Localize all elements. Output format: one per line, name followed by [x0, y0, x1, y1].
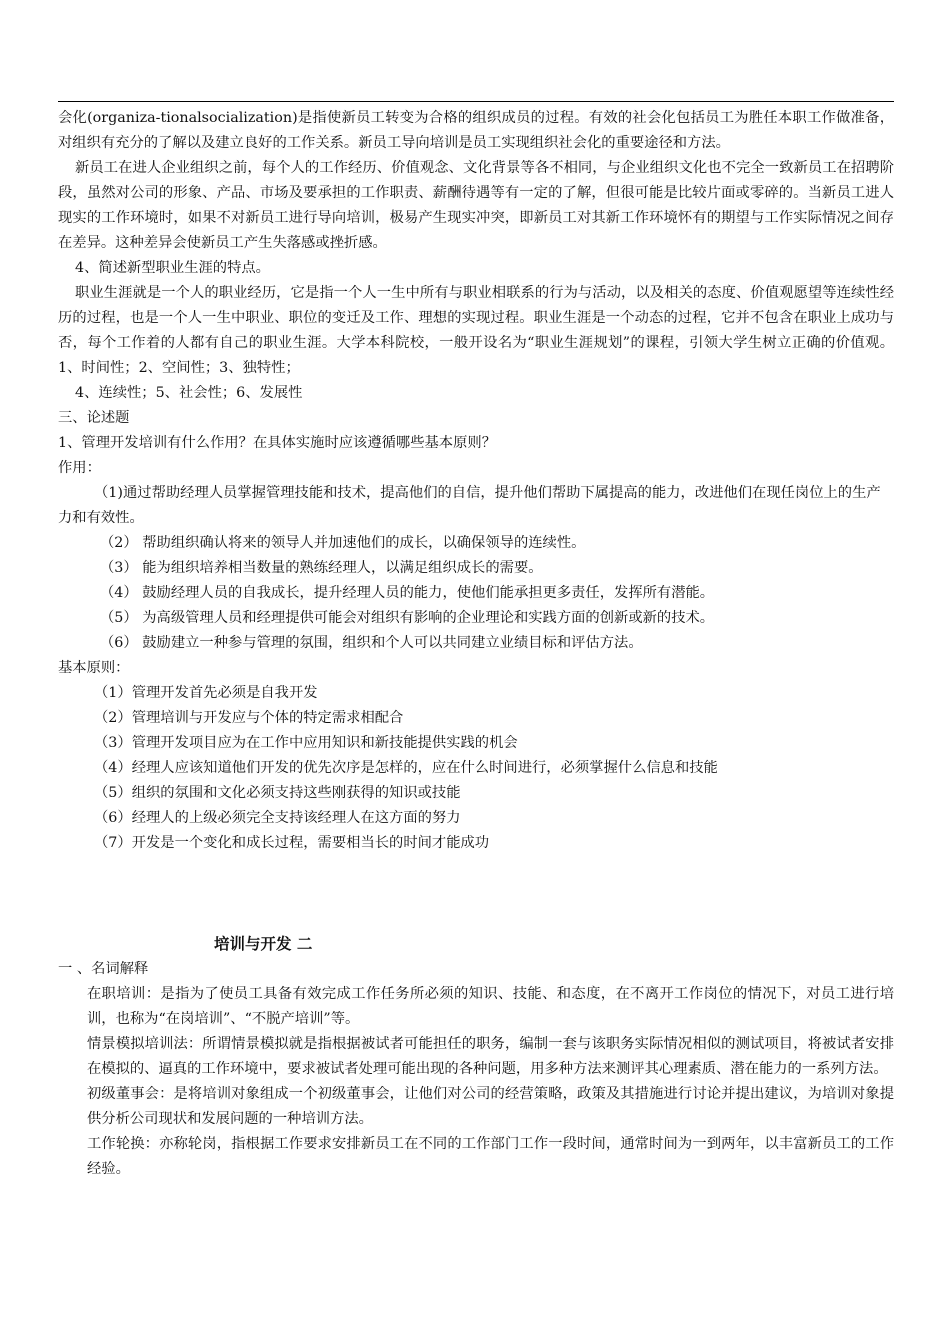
effect-item: （4） 鼓励经理人员的自我成长，提升经理人员的能力，使他们能承担更多责任，发挥所有潜能。	[100, 585, 715, 601]
effects-label: 作用：	[58, 460, 101, 476]
section-3-heading: 三、论述题	[58, 410, 130, 426]
principle-item: （6）经理人的上级必须完全支持该经理人在这方面的努力	[94, 810, 461, 826]
principle-item: （1）管理开发首先必须是自我开发	[94, 685, 318, 701]
effect-item: （1)通过帮助经理人员掌握管理技能和技术，提高他们的自信，提升他们帮助下属提高的能力，改进他们在现任岗位上的生产力和有效性。	[58, 485, 881, 526]
section-spacer	[58, 856, 894, 932]
paragraph-career-continued: 4、连续性；5、社会性；6、发展性	[75, 385, 303, 401]
section-1-heading: 一 、名词解释	[58, 961, 149, 977]
effect-item: （2） 帮助组织确认将来的领导人并加速他们的成长，以确保领导的连续性。	[100, 535, 586, 551]
principle-item: （5）组织的氛围和文化必须支持这些刚获得的知识或技能	[94, 785, 461, 801]
principle-item: （7）开发是一个变化和成长过程，需要相当长的时间才能成功	[94, 835, 490, 851]
definition-item: 工作轮换：亦称轮岗，指根据工作要求安排新员工在不同的工作部门工作一段时间，通常时间为一到两年，以丰富新员工的工作经验。	[87, 1136, 894, 1177]
effect-item: （3） 能为组织培养相当数量的熟练经理人，以满足组织成长的需要。	[100, 560, 543, 576]
paragraph-new-employee: 新员工在进人企业组织之前，每个人的工作经历、价值观念、文化背景等各不相同，与企业组织文化也不完全一致新员工在招聘阶段，虽然对公司的形象、产品、市场及要承担的工作职责、薪酬待遇等有一定的了解，但很可能是比较片面或零碎的。当新员工进人现实的工作环境时，如果不对新员工进行导向培训，极易产生现实冲突，即新员工对其新工作环境怀有的期望与工作实际情况之间存在差异。这种差异会使新员工产生失落感或挫折感。	[58, 160, 894, 251]
definition-item: 初级董事会：是将培训对象组成一个初级董事会，让他们对公司的经营策略，政策及其措施进行讨论并提出建议，为培训对象提供分析公司现状和发展问题的一种培训方法。	[87, 1086, 894, 1127]
principles-label: 基本原则：	[58, 660, 130, 676]
effect-item: （6） 鼓励建立一种参与管理的氛围，组织和个人可以共同建立业绩目标和评估方法。	[100, 635, 643, 651]
principle-item: （3）管理开发项目应为在工作中应用知识和新技能提供实践的机会	[94, 735, 518, 751]
definition-item: 在职培训：是指为了使员工具备有效完成工作任务所必须的知识、技能、和态度，在不离开工作岗位的情况下，对员工进行培训，也称为“在岗培训”、“不脱产培训”等。	[87, 986, 894, 1027]
question-1-heading: 1、管理开发培训有什么作用？在具体实施时应该遵循哪些基本原则？	[58, 435, 496, 451]
definition-item: 情景模拟培训法：所谓情景模拟就是指根据被试者可能担任的职务，编制一套与该职务实际情况相似的测试项目，将被试者安排在模拟的、逼真的工作环境中，要求被试者处理可能出现的各种问题，用多种方法来测评其心理素质、潜在能力的一系列方法。	[87, 1036, 894, 1077]
question-4-heading: 4、简述新型职业生涯的特点。	[75, 260, 270, 276]
header-rule	[58, 101, 894, 102]
paragraph-socialization: 会化(organiza-tionalsocialization)是指使新员工转变为合格的组织成员的过程。有效的社会化包括员工为胜任本职工作做准备，对组织有充分的了解以及建立良好的工作关系。新员工导向培训是员工实现组织社会化的重要途径和方法。	[58, 110, 894, 151]
effect-item: （5） 为高级管理人员和经理提供可能会对组织有影响的企业理论和实践方面的创新或新的技术。	[100, 610, 715, 626]
document-body	[58, 106, 894, 1182]
paragraph-career: 职业生涯就是一个人的职业经历，它是指一个人一生中所有与职业相联系的行为与活动，以及相关的态度、价值观愿望等连续性经历的过程，也是一个人一生中职业、职位的变迁及工作、理想的实现过程。职业生涯是一个动态的过程，它并不包含在职业上成功与否，每个工作着的人都有自己的职业生涯。大学本科院校，一般开设名为“职业生涯规划”的课程，引领大学生树立正确的价值观。1、时间性；2、空间性；3、独特性；	[58, 285, 894, 376]
principle-item: （4）经理人应该知道他们开发的优先次序是怎样的，应在什么时间进行，必须掌握什么信息和技能	[94, 760, 718, 776]
principle-item: （2）管理培训与开发应与个体的特定需求相配合	[94, 710, 404, 726]
part-2-title: 培训与开发 二	[214, 935, 313, 953]
